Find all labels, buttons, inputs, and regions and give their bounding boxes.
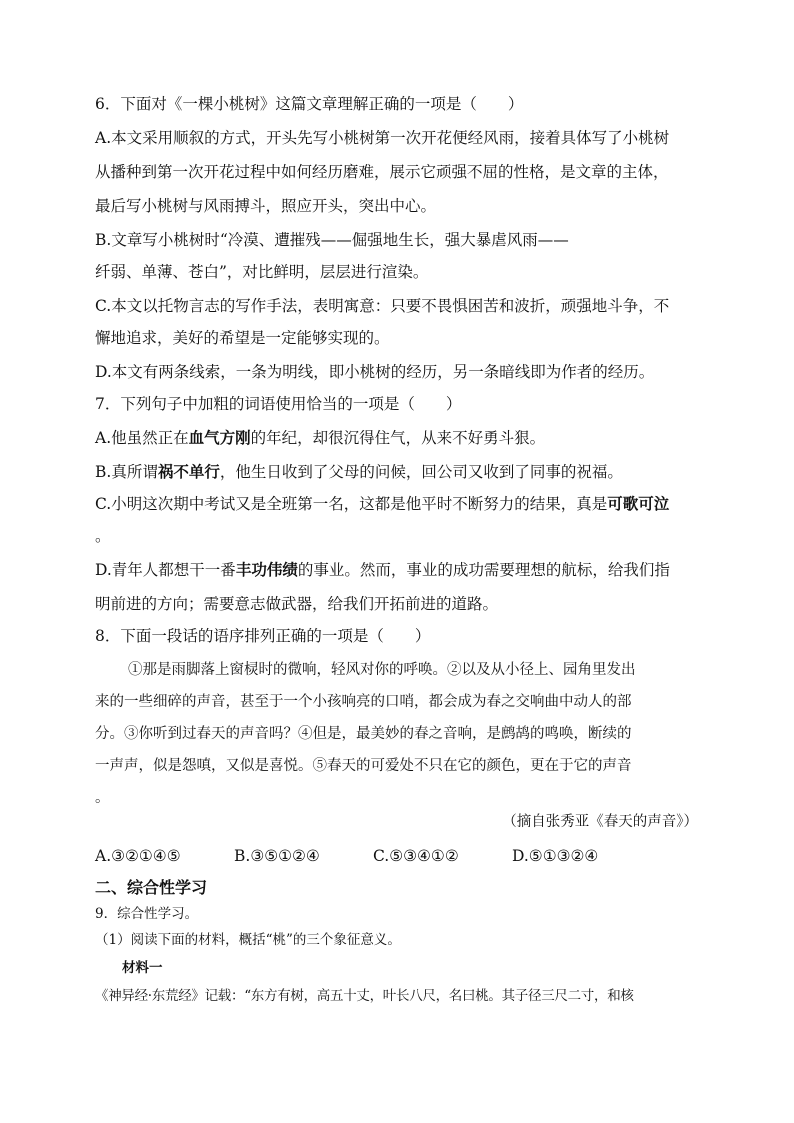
q7-d-bold-word: 丰功伟绩 (235, 560, 298, 579)
q6-option-b-line2: 纤弱、单薄、苍白”，对比鲜明，层层进行渲染。 (95, 263, 429, 281)
q6-option-b-line1: B.文章写小桃树时“冷漠、遭摧残——倔强地生长，强大暴虐风雨—— (95, 231, 569, 249)
q7-option-a (95, 428, 545, 448)
q8-option-a: A.③②①④⑤ (95, 847, 181, 865)
q8-passage-line4: 一声声，似是怨嗔，又似是喜悦。⑤春天的可爱处不只在它的颜色，更在于它的声音 (95, 758, 632, 774)
q6-stem: 6．下面对《一棵小桃树》这篇文章理解正确的一项是（ ） (95, 95, 524, 113)
q8-source: （摘自张秀亚《春天的声音》） (502, 814, 698, 830)
q7-b-text-after: ，他生日收到了父母的问候，回公司又收到了同事的祝福。 (219, 463, 623, 481)
q7-option-c-tail: 。 (95, 527, 111, 545)
q7-a-text-after: 的年纪，却很沉得住气，从来不好勇斗狠。 (250, 429, 546, 447)
q8-option-b: B.③⑤①②④ (234, 847, 320, 865)
q7-stem: 7．下列句子中加粗的词语使用恰当的一项是（ ） (95, 395, 462, 413)
q6-option-d: D.本文有两条线索，一条为明线，即小桃树的经历，另一条暗线即为作者的经历。 (95, 363, 655, 381)
q7-a-text-before: A.他虽然正在 (95, 429, 189, 447)
q8-passage-line2: 来的一些细碎的声音，甚至于一个小孩响亮的口哨，都会成为春之交响曲中动人的部 (95, 694, 632, 710)
q7-c-bold-word: 可歌可泣 (607, 494, 670, 513)
q6-option-c-line1: C.本文以托物言志的写作手法，表明寓意：只要不畏惧困苦和波折，顽强地斗争，不 (95, 297, 670, 315)
section-title: 二、综合性学习 (95, 878, 208, 897)
q6-option-a-line1: A.本文采用顺叙的方式，开头先写小桃树第一次开花便经风雨，接着具体写了小桃树 (95, 129, 670, 147)
q8-options (95, 846, 598, 866)
q8-option-d: D.⑤①③②④ (512, 847, 599, 865)
q8-passage-line1: ①那是雨脚落上窗棂时的微响，轻风对你的呼唤。②以及从小径上、园角里发出 (128, 662, 636, 678)
q7-option-d-line1 (95, 560, 670, 580)
q9-subquestion-1: （1）阅读下面的材料，概括“桃”的三个象征意义。 (95, 932, 401, 948)
q8-stem: 8．下面一段话的语序排列正确的一项是（ ） (95, 627, 431, 645)
q7-d-text-after: 的事业。然而，事业的成功需要理想的航标，给我们指 (297, 561, 670, 579)
q7-b-bold-word: 祸不单行 (157, 462, 220, 481)
q6-option-a-line3: 最后写小桃树与风雨搏斗，照应开头，突出中心。 (95, 197, 437, 215)
q7-option-b (95, 462, 623, 482)
q7-b-text-before: B.真所谓 (95, 463, 158, 481)
q7-c-text-before: C.小明这次期中考试又是全班第一名，这都是他平时不断努力的结果，真是 (95, 495, 608, 513)
q7-option-c (95, 494, 669, 514)
q8-passage-line3: 分。③你听到过春天的声音吗？④但是，最美妙的春之音响，是鹧鸪的鸣唤，断续的 (95, 726, 632, 742)
q7-d-text-before: D.青年人都想干一番 (95, 561, 236, 579)
q8-passage-line5: 。 (95, 790, 110, 806)
material-text: 《神异经·东荒经》记载：“东方有树，高五十丈，叶长八尺，名曰桃。其子径三尺二寸，和核 (95, 988, 634, 1004)
q6-option-c-line2: 懈地追求，美好的希望是一定能够实现的。 (95, 329, 390, 347)
q6-option-a-line2: 从播种到第一次开花过程中如何经历磨难，展示它顽强不屈的性格，是文章的主体， (95, 163, 669, 181)
q9-stem: 9．综合性学习。 (95, 906, 199, 922)
q7-option-d-line2: 明前进的方向；需要意志做武器，给我们开拓前进的道路。 (95, 595, 499, 613)
material-label: 材料一 (122, 960, 163, 976)
q7-a-bold-word: 血气方刚 (188, 428, 251, 447)
q8-option-c: C.⑤③④①② (373, 847, 459, 865)
